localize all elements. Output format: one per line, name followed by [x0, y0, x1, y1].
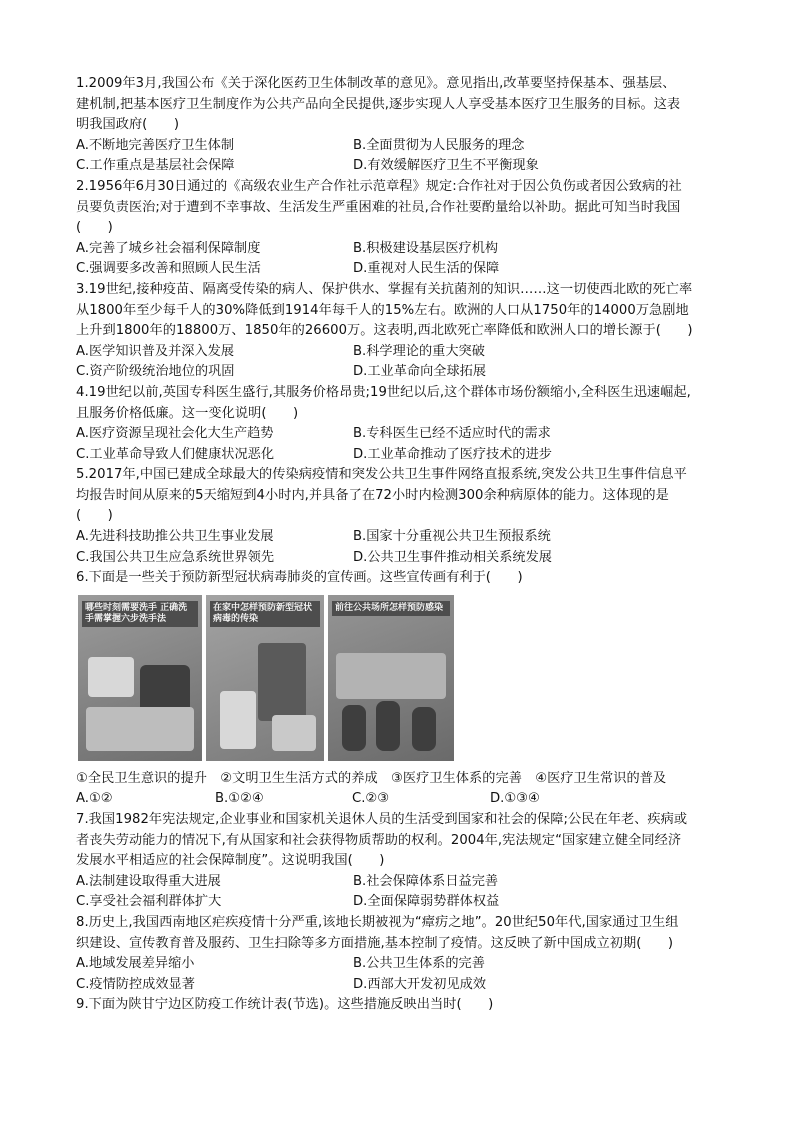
option-b[interactable]: B.国家十分重视公共卫生预报系统 [353, 529, 551, 545]
question-text: 3.19世纪,接种疫苗、隔离受传染的病人、保护供水、掌握有关抗菌剂的知识……这一切使西北欧的死亡率 [76, 281, 693, 297]
sink-image [88, 657, 134, 697]
option-b[interactable]: B.专科医生已经不适应时代的需求 [353, 426, 551, 442]
question-1 [76, 74, 726, 177]
option-a[interactable]: A.法制建设取得重大进展 [76, 873, 221, 889]
question-text: 发展水平相适应的社会保障制度”。这说明我国( ) [76, 853, 385, 869]
question-7 [76, 810, 726, 913]
option-c[interactable]: C.②③ [352, 791, 390, 807]
question-text: 从1800年至少每千人的30%降低到1914年每千人的15%左右。欧洲的人口从1750年的14000万急剧地 [76, 302, 689, 318]
option-c[interactable]: C.强调要多改善和照顾人民生活 [76, 261, 261, 277]
door-image [258, 643, 306, 721]
option-a[interactable]: A.完善了城乡社会福利保障制度 [76, 240, 261, 256]
question-8 [76, 913, 726, 995]
poster-title: 在家中怎样预防新型冠状病毒的传染 [210, 601, 320, 627]
question-6 [76, 568, 726, 810]
option-a[interactable]: A.医疗资源呈现社会化大生产趋势 [76, 426, 274, 442]
poster-title: 哪些时刻需要洗手 正确洗手需掌握六步洗手法 [82, 601, 198, 627]
option-d[interactable]: D.①③④ [490, 791, 540, 807]
steps-image [86, 707, 194, 751]
option-b[interactable]: B.全面贯彻为人民服务的理念 [353, 137, 525, 153]
person-image [220, 691, 256, 749]
person-image [342, 705, 366, 751]
option-c[interactable]: C.享受社会福利群体扩大 [76, 894, 222, 910]
question-text: 上升到1800年的18800万、1850年的26600万。这表明,西北欧死亡率降低和欧洲人口的增长源于( ) [76, 323, 693, 339]
question-text: 均报告时间从原来的5天缩短到4小时内,并具备了在72小时内检测300余种病原体的能力。这体现的是 [76, 487, 669, 503]
poster-title: 前往公共场所怎样预防感染 [332, 601, 450, 616]
poster-handwashing [78, 595, 202, 761]
person-image [412, 707, 436, 751]
question-text: 9.下面为陕甘宁边区防疫工作统计表(节选)。这些措施反映出当时( ) [76, 997, 494, 1013]
exam-page [76, 74, 726, 1016]
question-9 [76, 995, 726, 1016]
question-text: 8.历史上,我国西南地区疟疾疫情十分严重,该地长期被视为“瘴疠之地”。20世纪50年代,国家通过卫生组 [76, 915, 679, 930]
crowd-image [336, 653, 446, 699]
option-c[interactable]: C.我国公共卫生应急系统世界领先 [76, 549, 275, 565]
question-3 [76, 280, 726, 383]
option-b[interactable]: B.积极建设基层医疗机构 [353, 240, 499, 256]
option-a[interactable]: A.医学知识普及并深入发展 [76, 343, 235, 359]
poster-home-prevention [206, 595, 324, 761]
option-d[interactable]: D.工业革命向全球拓展 [353, 364, 487, 380]
question-text: 织建设、宣传教育普及服药、卫生扫除等多方面措施,基本控制了疫情。这反映了新中国成立初期( ) [76, 935, 674, 951]
statement-items: ①全民卫生意识的提升 ②文明卫生生活方式的养成 ③医疗卫生体系的完善 ④医疗卫生常识的普及 [76, 770, 667, 786]
option-c[interactable]: C.工作重点是基层社会保障 [76, 158, 235, 174]
question-4 [76, 383, 726, 465]
option-d[interactable]: D.有效缓解医疗卫生不平衡现象 [353, 158, 539, 174]
option-c[interactable]: C.工业革命导致人们健康状况恶化 [76, 446, 275, 462]
option-d[interactable]: D.西部大开发初见成效 [353, 976, 487, 992]
question-text: 6.下面是一些关于预防新型冠状病毒肺炎的宣传画。这些宣传画有利于( ) [76, 570, 523, 586]
option-a[interactable]: A.①② [76, 791, 113, 807]
hand-image [272, 715, 316, 751]
question-2 [76, 177, 726, 280]
option-d[interactable]: D.公共卫生事件推动相关系统发展 [353, 549, 552, 565]
question-text: 7.我国1982年宪法规定,企业事业和国家机关退休人员的生活受到国家和社会的保障;公民在年老、疾病或 [76, 812, 688, 828]
question-text: ( ) [76, 220, 113, 236]
question-text: 1.2009年3月,我国公布《关于深化医药卫生体制改革的意见》。意见指出,改革要坚持保基本、强基层、 [76, 76, 676, 91]
option-a[interactable]: A.地域发展差异缩小 [76, 956, 195, 972]
option-c[interactable]: C.疫情防控成效显著 [76, 976, 195, 992]
question-text: 4.19世纪以前,英国专科医生盛行,其服务价格昂贵;19世纪以后,这个群体市场份额缩小,全科医生迅速崛起, [76, 384, 691, 400]
option-b[interactable]: B.公共卫生体系的完善 [353, 956, 485, 972]
question-text: 者丧失劳动能力的情况下,有从国家和社会获得物质帮助的权利。2004年,宪法规定“国家建立健全同经济 [76, 832, 682, 848]
question-5 [76, 465, 726, 568]
question-text: 2.1956年6月30日通过的《高级农业生产合作社示范章程》规定:合作社对于因公负伤或者因公致病的社 [76, 178, 682, 194]
poster-figure [78, 595, 726, 761]
question-text: ( ) [76, 508, 113, 524]
option-b[interactable]: B.社会保障体系日益完善 [353, 873, 499, 889]
option-a[interactable]: A.不断地完善医疗卫生体制 [76, 137, 235, 153]
option-b[interactable]: B.科学理论的重大突破 [353, 343, 485, 359]
question-text: 员要负责医治;对于遭到不幸事故、生活发生严重困难的社员,合作社要酌量给以补助。据此可知当时我国 [76, 199, 681, 215]
person-image [376, 701, 400, 751]
option-d[interactable]: D.重视对人民生活的保障 [353, 261, 500, 277]
option-d[interactable]: D.工业革命推动了医疗技术的进步 [353, 446, 552, 462]
option-d[interactable]: D.全面保障弱势群体权益 [353, 894, 500, 910]
question-text: 建机制,把基本医疗卫生制度作为公共产品向全民提供,逐步实现人人享受基本医疗卫生服务的目标。这表 [76, 96, 681, 112]
question-text: 且服务价格低廉。这一变化说明( ) [76, 405, 299, 421]
poster-public-places [328, 595, 454, 761]
option-b[interactable]: B.①②④ [215, 791, 264, 807]
question-text: 明我国政府( ) [76, 117, 180, 133]
question-text: 5.2017年,中国已建成全球最大的传染病疫情和突发公共卫生事件网络直报系统,突发公共卫生事件信息平 [76, 467, 687, 483]
option-a[interactable]: A.先进科技助推公共卫生事业发展 [76, 529, 274, 545]
option-c[interactable]: C.资产阶级统治地位的巩固 [76, 364, 235, 380]
